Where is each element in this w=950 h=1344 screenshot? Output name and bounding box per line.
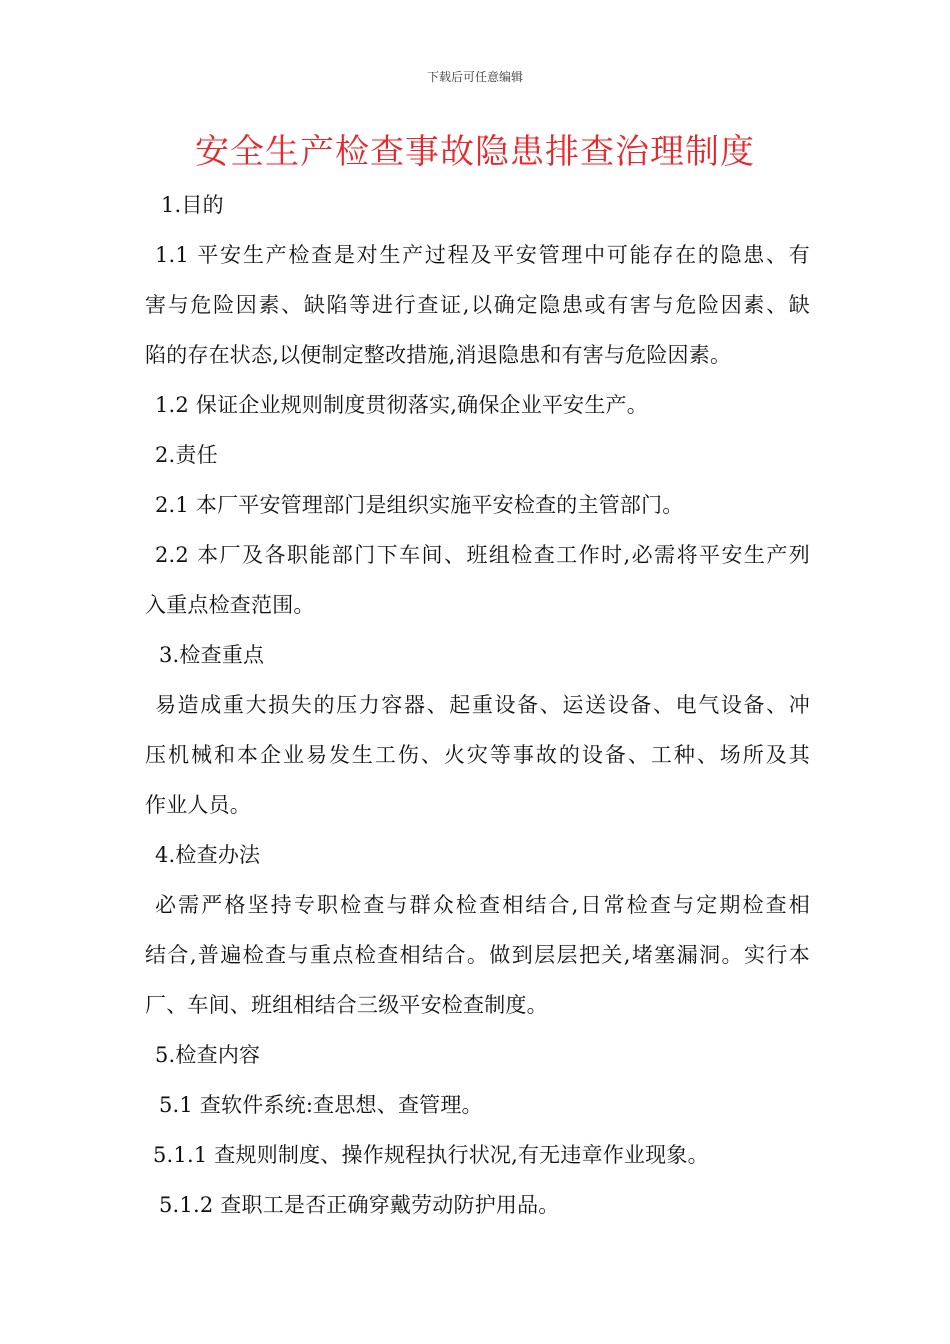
document-body (145, 180, 810, 1230)
paragraph-line: 陷的存在状态,以便制定整改措施,消退隐患和有害与危险因素。 (145, 343, 732, 367)
section-heading-3: 3.检查重点 (159, 643, 265, 667)
paragraph-line: 1.1 平安生产检查是对生产过程及平安管理中可能存在的隐患、有 (155, 243, 810, 267)
section-heading-2: 2.责任 (155, 443, 218, 467)
section-heading-4: 4.检查办法 (155, 843, 261, 867)
paragraph-line: 2.1 本厂平安管理部门是组织实施平安检查的主管部门。 (155, 493, 684, 517)
header-note: 下载后可任意编辑 (426, 70, 523, 84)
paragraph-line: 害与危险因素、缺陷等进行查证,以确定隐患或有害与危险因素、缺 (145, 293, 810, 317)
paragraph-line: 5.1 查软件系统:查思想、查管理。 (159, 1093, 483, 1117)
paragraph-line: 结合,普遍检查与重点检查相结合。做到层层把关,堵塞漏洞。实行本 (145, 943, 810, 967)
paragraph-line: 5.1.1 查规则制度、操作规程执行状况,有无违章作业现象。 (153, 1143, 709, 1167)
section-heading-1: 1.目的 (161, 193, 224, 217)
paragraph-line: 易造成重大损失的压力容器、起重设备、运送设备、电气设备、冲 (155, 693, 810, 717)
paragraph-line: 2.2 本厂及各职能部门下车间、班组检查工作时,必需将平安生产列 (155, 543, 810, 567)
paragraph-line: 入重点检查范围。 (145, 593, 315, 617)
document-title: 安全生产检查事故隐患排查治理制度 (195, 132, 755, 172)
paragraph-line: 厂、车间、班组相结合三级平安检查制度。 (145, 993, 548, 1017)
paragraph-line: 1.2 保证企业规则制度贯彻落实,确保企业平安生产。 (155, 393, 648, 417)
section-heading-5: 5.检查内容 (155, 1043, 261, 1067)
paragraph-line: 必需严格坚持专职检查与群众检查相结合,日常检查与定期检查相 (155, 893, 810, 917)
paragraph-line: 5.1.2 查职工是否正确穿戴劳动防护用品。 (159, 1193, 560, 1217)
paragraph-line: 作业人员。 (145, 793, 251, 817)
paragraph-line: 压机械和本企业易发生工伤、火灾等事故的设备、工种、场所及其 (145, 743, 810, 767)
